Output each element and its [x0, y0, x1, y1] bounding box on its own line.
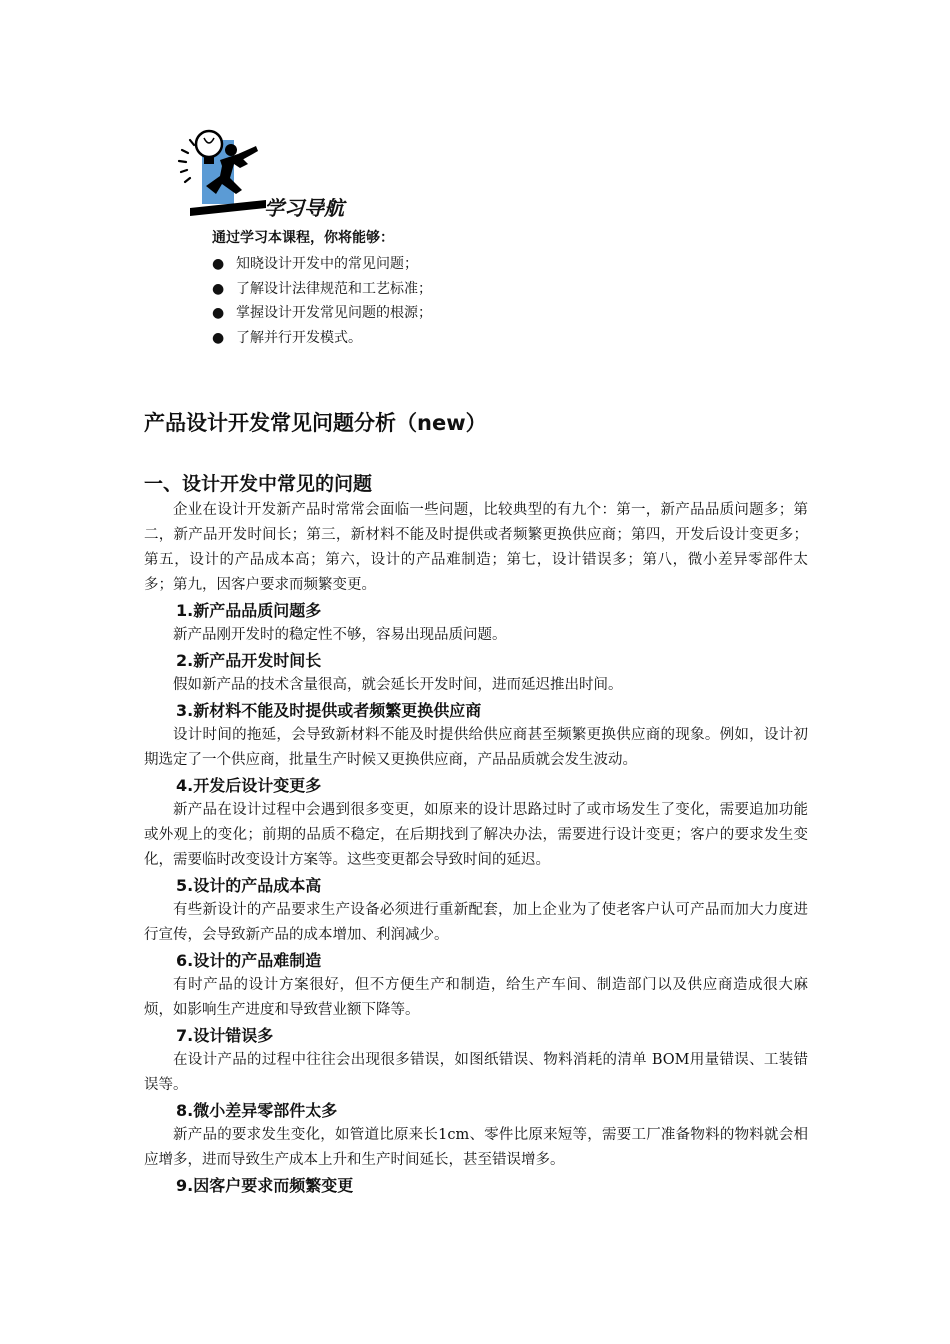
list-item [212, 277, 432, 302]
learning-nav-title: 学习导航 [264, 196, 344, 220]
subsection-heading: 9.因客户要求而频繁变更 [176, 1176, 354, 1195]
bullet-icon: ● [212, 256, 225, 272]
subsection-paragraph: 新产品刚开发时的稳定性不够，容易出现品质问题。 [173, 627, 507, 643]
learning-goals-list [212, 252, 432, 350]
list-item [212, 252, 432, 277]
goal-text: 了解并行开发模式。 [236, 329, 362, 346]
subsection-heading: 2.新产品开发时间长 [176, 651, 322, 670]
subsection-heading: 4.开发后设计变更多 [176, 776, 322, 795]
page-title: 产品设计开发常见问题分析（new） [144, 411, 487, 435]
subsection-heading: 3.新材料不能及时提供或者频繁更换供应商 [176, 701, 482, 720]
subsection-paragraph: 在设计产品的过程中往往会出现很多错误，如图纸错误、物料消耗的清单 BOM用量错误、工装错误等。 [144, 1052, 808, 1093]
list-item [212, 326, 432, 351]
subsection-paragraph: 设计时间的拖延，会导致新材料不能及时提供给供应商甚至频繁更换供应商的现象。例如，设计初期选定了一个供应商，批量生产时候又更换供应商，产品品质就会发生波动。 [144, 727, 808, 768]
section-title: 一、设计开发中常见的问题 [144, 473, 373, 495]
subsection-paragraph: 有时产品的设计方案很好，但不方便生产和制造，给生产车间、制造部门以及供应商造成很大麻烦，如影响生产进度和导致营业额下降等。 [144, 977, 808, 1018]
subsection-paragraph: 新产品的要求发生变化，如管道比原来长1cm、零件比原来短等，需要工厂准备物料的物料就会相应增多，进而导致生产成本上升和生产时间延长，甚至错误增多。 [144, 1127, 808, 1168]
bullet-icon: ● [212, 305, 225, 322]
bullet-icon: ● [212, 280, 225, 297]
goal-text: 了解设计法律规范和工艺标准； [236, 280, 432, 297]
list-item [212, 301, 432, 326]
section-body [144, 498, 808, 1198]
subsection-paragraph: 新产品在设计过程中会遇到很多变更，如原来的设计思路过时了或市场发生了变化，需要追加功能或外观上的变化；前期的品质不稳定，在后期找到了解决办法，需要进行设计变更；客户的要求发生变化，需要临时改变设计方案等。这些变更都会导致时间的延迟。 [144, 802, 808, 868]
subsection-heading: 7.设计错误多 [176, 1026, 274, 1045]
learning-nav-intro: 通过学习本课程，你将能够： [212, 230, 394, 246]
subsection-heading: 5.设计的产品成本高 [176, 876, 322, 895]
lightbulb-runner-icon [176, 124, 268, 218]
intro-paragraph: 企业在设计开发新产品时常常会面临一些问题，比较典型的有九个：第一，新产品品质问题多；第二，新产品开发时间长；第三，新材料不能及时提供或者频繁更换供应商；第四，开发后设计变更多；第五，设计的产品成本高；第六，设计的产品难制造；第七，设计错误多；第八，微小差异零部件太多；第九，因客户要求而频繁变更。 [144, 502, 808, 593]
goal-text: 知晓设计开发中的常见问题； [236, 256, 418, 272]
subsection-heading: 8.微小差异零部件太多 [176, 1101, 338, 1120]
subsection-heading: 6.设计的产品难制造 [176, 951, 322, 970]
goal-text: 掌握设计开发常见问题的根源； [236, 305, 432, 322]
bullet-icon: ● [212, 329, 225, 346]
subsection-paragraph: 有些新设计的产品要求生产设备必须进行重新配套，加上企业为了使老客户认可产品而加大力度进行宣传，会导致新产品的成本增加、利润减少。 [144, 902, 808, 943]
subsection-paragraph: 假如新产品的技术含量很高，就会延长开发时间，进而延迟推出时间。 [173, 677, 623, 693]
subsection-heading: 1.新产品品质问题多 [176, 601, 322, 620]
